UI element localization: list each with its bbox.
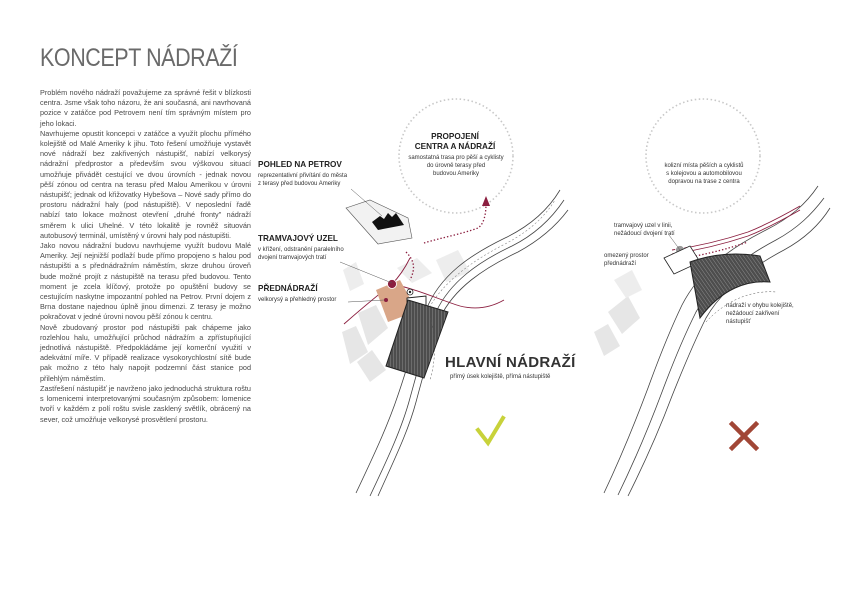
label-propojeni-title — [412, 132, 498, 152]
label-line: dvojení tramvajových tratí — [258, 255, 327, 261]
label-line: nástupišť — [726, 319, 751, 325]
label-line: v křížení, odstranění paralelního — [258, 247, 344, 253]
label-line: do úrovně terasy před — [426, 163, 486, 169]
label-ohyb — [726, 302, 794, 326]
label-line: dopravou na trase z centra — [668, 179, 740, 185]
label-pohled-title: POHLED NA PETROV — [258, 160, 342, 169]
label-propojeni-desc — [402, 154, 510, 178]
label-line: budovou Ameriky — [432, 171, 480, 177]
tram-line — [672, 206, 800, 250]
paragraph: Nově zbudovaný prostor pod nástupišti pak chápeme jako rozlehlou halu, umožňující průchod nádražím a zpřístupňující jednotlivá nástupiště. Předpokládáme její komerční využití v adekvátní míře. V případě realizace vysokorychlostní sítě bude pak možno z této haly napojit podzemní část stanice pod přilehlým náměstím. — [40, 322, 251, 383]
forecourt-marker — [384, 298, 388, 302]
context-block — [397, 258, 432, 283]
label-line: tramvajový uzel v linii, — [614, 223, 673, 229]
context-block — [436, 250, 470, 282]
label-line: samostatná trasa pro pěší a cyklisty — [408, 155, 504, 161]
label-line: s kolejovou a automobilovou — [666, 171, 742, 177]
paragraph: Problém nového nádraží považujeme za správné řešit v blízkosti centra. Jsme však toho názoru, že ani současná, ani navrhovaná pozice v zatáčce pod Petrovem není tím správným místem pro jeho lokaci. — [40, 88, 251, 128]
label-hlavni-title: HLAVNÍ NÁDRAŽÍ — [445, 354, 576, 371]
label-line: CENTRA A NÁDRAŽÍ — [414, 142, 496, 151]
label-prednadrazi-desc: velkorysý a přehledný prostor — [258, 297, 337, 303]
view-marker — [409, 291, 411, 293]
street — [628, 208, 830, 496]
label-line: kolizní místa pěších a cyklistů — [664, 163, 744, 169]
label-line: omezený prostor — [604, 253, 649, 259]
context-block — [358, 305, 388, 345]
street — [618, 198, 824, 495]
right-diagram — [594, 99, 830, 496]
context-block — [614, 270, 642, 298]
context-block — [343, 262, 364, 291]
label-tram — [614, 222, 675, 238]
label-line: nežádoucí zakřivení — [726, 311, 780, 317]
label-prednadrazi-title: PŘEDNÁDRAŽÍ — [258, 284, 318, 293]
check-mark-icon — [478, 418, 503, 443]
label-hlavni-desc: přímý úsek kolejiště, přímá nástupiště — [450, 374, 551, 380]
label-omezeny — [604, 252, 649, 268]
cross-mark-icon — [732, 424, 756, 448]
label-line: nádraží v ohybu kolejiště, — [726, 303, 794, 309]
label-tramvaj-title: TRAMVAJOVÝ UZEL — [258, 234, 338, 243]
label-pohled-desc — [258, 172, 347, 188]
leader-line — [348, 300, 384, 302]
context-block — [594, 324, 620, 356]
label-line: reprezentativní přivítání do města — [258, 173, 348, 179]
label-line: z terasy před budovou Ameriky — [258, 181, 341, 187]
paragraph: Jako novou nádražní budovu navrhujeme využít budovu Malé Ameriky. Její nejnižší podlaží bude přímo propojeno s halou pod nástupišti a s přednádražním náměstím, skrze druhou úroveň bude možné projít z nástupiště na terasu před budovou. Tento moment je zcela klíčový, protože po opuštění budovy se cestujícím naskytne impozantní pohled na Petrov. První dojem z Brna dostane najednou úplně jinou dimenzi. Z terasy je možno pokračovat v jedné úrovni novou pěší zónou k centru. — [40, 241, 251, 322]
label-line: přednádraží — [604, 261, 637, 267]
dotted-circle — [646, 99, 760, 213]
label-tramvaj-desc — [258, 246, 344, 262]
context-block — [608, 296, 640, 334]
paragraph: Navrhujeme opustit koncepci v zatáčce a využít plochu přímého kolejiště od Malé Ameriky k jihu. Toto řešení umožňuje vystavět nové nádraží bez zakřivených nástupišť, nabízí velkorysý nádražní předprostor a především svou výškovou situací umožňuje přivádět cestující ve dvou úrovních - jednak novou pěší zónou od centra na terasu před Malou Amerikou v úrovni nástupišť; jednak od křižovatky Hybešova – Nové sady přímo do prostoru nádražní haly (pod nástupiště). V neposlední řadě nabízí tato lokace možnost otevření „druhé fronty" nádraží směrem k ulici Uhelné. V této lokalitě je rovněž situován autobusový terminál, umístěný v úrovni haly pod nástupišti. — [40, 128, 251, 240]
arrow-up-icon — [482, 196, 490, 206]
tram-node-marker — [388, 280, 397, 289]
label-line: nežádoucí dvojení tratí — [614, 231, 675, 237]
paragraph: Zastřešení nástupišť je navrženo jako jednoduchá struktura roštu s lomenicemi interpretovanými současným způsobem: lomenice tvoří v každém z polí roštu svisle zasklený světlík, obrácený na sever, což umožňuje velkorysé prosvětlení prostoru. — [40, 383, 251, 424]
label-kolizni — [656, 162, 752, 186]
page-title: KONCEPT NÁDRAŽÍ — [40, 44, 238, 72]
label-line: PROPOJENÍ — [431, 132, 479, 141]
